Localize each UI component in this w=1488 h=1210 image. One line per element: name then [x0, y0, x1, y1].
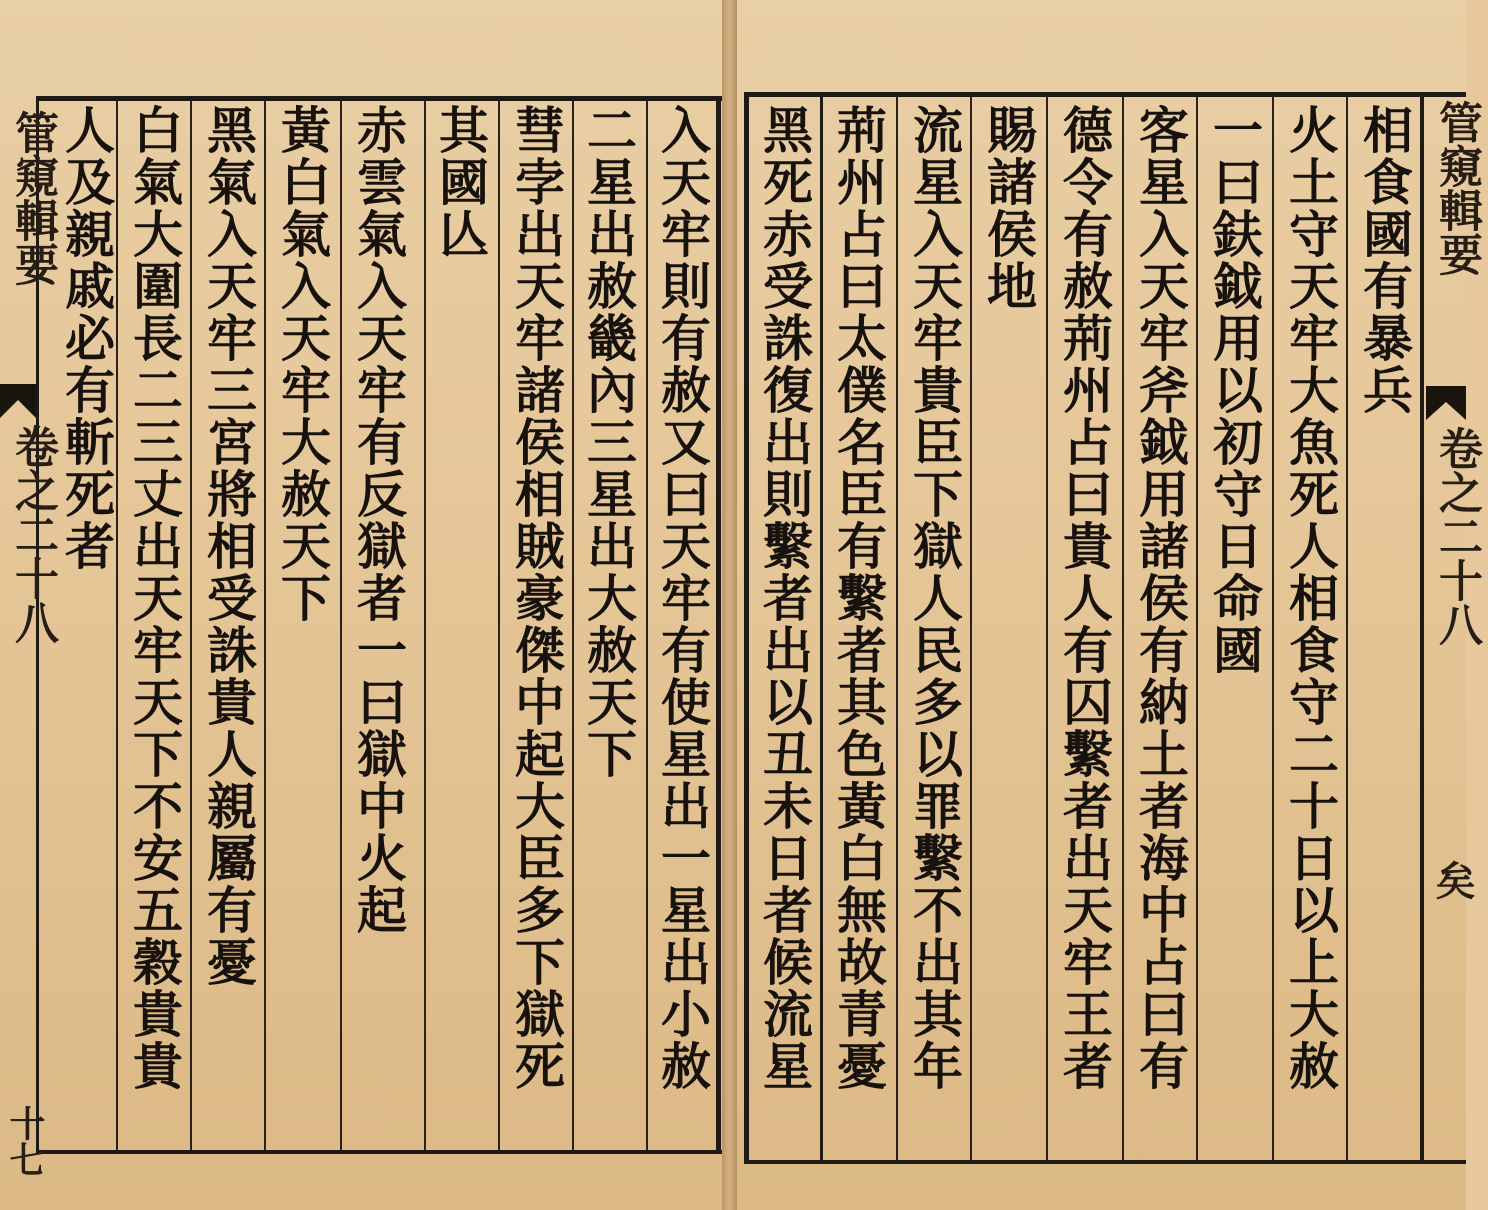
left-frame-top: [36, 96, 722, 101]
text-column: 流星入天牢貴臣下獄人民多以罪繫不出其年: [905, 104, 964, 1092]
margin-book-title: 管窺輯要: [1431, 100, 1482, 276]
text-column: 賜諸侯地: [979, 104, 1038, 312]
col-rule: [498, 101, 500, 1150]
text-column: 赤雲氣入天牢有反獄者一曰獄中火起: [349, 104, 408, 936]
left-frame-bottom: [36, 1150, 722, 1154]
col-rule: [340, 101, 342, 1150]
col-rule: [424, 101, 426, 1150]
fishtail-mark: [0, 384, 36, 418]
text-column: 客星入天牢斧鉞用諸侯有納土者海中占曰有: [1131, 104, 1190, 1092]
right-frame-inner: [820, 96, 823, 1160]
col-rule: [1046, 97, 1048, 1160]
margin-folio: 十七: [4, 1105, 46, 1177]
text-column: 黑死赤受誅復出則繫者出以丑未日者候流星: [755, 104, 814, 1092]
text-column: 人及親戚必有斬死者: [57, 104, 116, 572]
text-column: 一曰鈇鉞用以初守日命國: [1205, 104, 1264, 676]
col-rule: [970, 97, 972, 1160]
col-rule: [116, 101, 118, 1150]
col-rule: [646, 101, 648, 1150]
text-column: 其國亾: [431, 104, 490, 260]
text-column: 入天牢則有赦又曰天牢有使星出一星出小赦: [653, 104, 712, 1092]
col-rule: [1122, 97, 1124, 1160]
margin-folio: 矣: [1429, 860, 1476, 900]
text-column: 黃白氣入天牢大赦天下: [273, 104, 332, 624]
col-rule: [572, 101, 574, 1150]
text-column: 荊州占曰太僕名臣有繫者其色黃白無故青憂: [829, 104, 888, 1092]
col-rule: [190, 101, 192, 1150]
text-column: 德令有赦荊州占曰貴人有囚繫者出天牢王者: [1055, 104, 1114, 1092]
text-column: 火土守天牢大魚死人相食守二十日以上大赦: [1281, 104, 1340, 1092]
right-frame-left: [744, 92, 749, 1164]
left-frame-right: [716, 96, 721, 1154]
text-column: 二星出赦畿內三星出大赦天下: [579, 104, 638, 780]
right-frame-top: [744, 92, 1466, 97]
col-rule: [1196, 97, 1198, 1160]
margin-juan-number: 卷之二十八: [1431, 426, 1482, 646]
text-column: 白氣大圍長二三丈出天牢天下不安五穀貴貴: [125, 104, 184, 1092]
margin-juan-number: 卷之二十八: [7, 424, 58, 644]
col-rule: [896, 97, 898, 1160]
col-rule: [264, 101, 266, 1150]
col-rule: [1346, 97, 1348, 1160]
col-rule: [1272, 97, 1274, 1160]
text-column: 相食國有暴兵: [1355, 104, 1414, 416]
fishtail-mark: [1426, 386, 1466, 420]
margin-book-title: 管窺輯要: [7, 110, 58, 286]
text-column: 彗孛出天牢諸侯相賊豪傑中起大臣多下獄死: [507, 104, 566, 1092]
right-frame-bottom: [744, 1160, 1466, 1164]
text-column: 黑氣入天牢三宮將相受誅貴人親屬有憂: [199, 104, 258, 988]
